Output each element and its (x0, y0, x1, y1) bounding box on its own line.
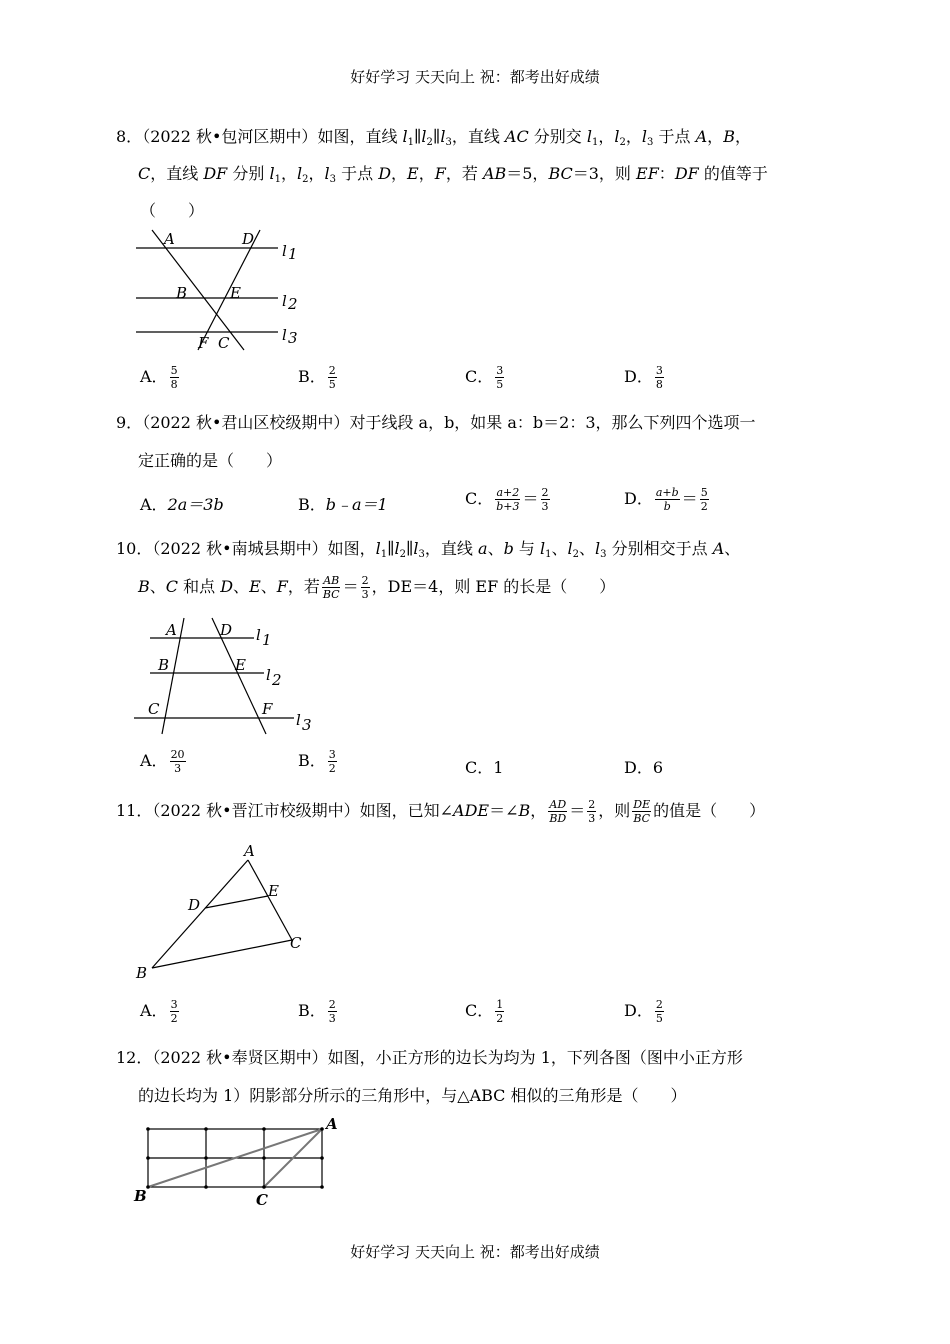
q8-label-b: B (176, 284, 188, 302)
q12-diagram (130, 1115, 350, 1210)
q10-stem-end: ，DE＝4，则 EF 的长是（ ） (371, 577, 616, 596)
q8-label-l2-sub: 2 (288, 295, 298, 313)
q12-stem-1: 如图，小正方形的边长为均为 1，下列各图（图中小正方形 (327, 1048, 743, 1067)
q9-number: 9． (116, 413, 143, 432)
q11-option-b[interactable]: B． $\frac{2}{3}$ (298, 998, 336, 1025)
q9-option-a[interactable]: A．2a＝3b (140, 495, 224, 514)
q10-label-l2-sub: 2 (272, 671, 282, 689)
q11-source: （2022 秋•晋江市校级期中） (152, 801, 360, 820)
q8-option-a[interactable]: A． $\frac{5}{8}$ (140, 364, 178, 391)
q10-diagram (130, 614, 330, 739)
q8-label-l3-sub: 3 (288, 329, 298, 347)
q10-label-c: C (148, 700, 160, 718)
q9-option-c[interactable]: C． $\frac{a+2}{b+3}$ ＝ $\frac{2}{3}$ (465, 486, 549, 513)
q8-line-1: 8．（2022 秋•包河区期中）如图，直线 $l_1\parallel l_2\parallel l_3$，直线 AC 分别交 $l_1$，$l_2$，$l_3$ 于点 A，B， (116, 127, 751, 148)
q10-label-l1: l (256, 626, 261, 644)
q8-label-e: E (230, 284, 241, 302)
q10-line-1: 10．（2022 秋•南城县期中）如图，$l_1\parallel l_2\parallel l_3$，直线 a、b 与 $l_1$、$l_2$、$l_3$ 分别相交于点 A、 (116, 539, 741, 560)
q10-label-d: D (220, 621, 233, 639)
q8-line-2: C，直线 DF 分别 $l_1$，$l_2$，$l_3$ 于点 D，E，F，若 AB＝5，BC＝3，则 EF：DF 的值等于 (138, 164, 768, 185)
q8-label-l1-sub: 1 (288, 245, 298, 263)
q8-label-c: C (218, 334, 230, 352)
q11-diagram (130, 838, 320, 982)
q10-label-l1-sub: 1 (262, 631, 272, 649)
q11-option-d[interactable]: D． $\frac{2}{5}$ (624, 998, 663, 1025)
q12-stem-2: 的边长均为 1）阴影部分所示的三角形中，与△ABC 相似的三角形是（ ） (138, 1086, 687, 1105)
q10-label-e: E (235, 656, 246, 674)
q8-label-l1: l (282, 242, 287, 260)
q9-option-b[interactable]: B．b﹣a＝1 (298, 495, 388, 514)
q12-number: 12． (116, 1048, 153, 1067)
q10-label-l2: l (266, 666, 271, 684)
q8-option-d[interactable]: D． $\frac{3}{8}$ (624, 364, 663, 391)
q12-line-1 (116, 1045, 743, 1068)
q11-label-c: C (290, 934, 302, 952)
q10-source: （2022 秋•南城县期中） (152, 539, 328, 558)
q9-stem-2: 定正确的是（ ） (138, 451, 283, 470)
q11-label-d: D (188, 896, 201, 914)
q12-label-b: B (134, 1187, 147, 1205)
q8-label-f: F (198, 334, 209, 352)
q12-source: （2022 秋•奉贤区期中） (152, 1048, 328, 1067)
q11-label-e: E (268, 882, 279, 900)
q11-number: 11． (116, 801, 153, 820)
q9-stem-1: 对于线段 a，b，如果 a：b＝2：3，那么下列四个选项一 (349, 413, 756, 432)
q8-option-b[interactable]: B． $\frac{2}{5}$ (298, 364, 336, 391)
q10-label-f: F (262, 700, 273, 718)
q10-option-d[interactable]: D．6 (624, 758, 664, 777)
q8-label-a: A (164, 230, 175, 248)
q10-label-l3: l (296, 711, 301, 729)
q12-label-c: C (256, 1191, 268, 1209)
q8-answer-blank: （ ） (140, 201, 205, 220)
q10-option-a[interactable]: A． $\frac{20}{3}$ (140, 748, 185, 775)
page-header: 好好学习 天天向上 祝：都考出好成绩 (350, 68, 600, 86)
q12-label-a: A (326, 1115, 338, 1133)
q10-label-a: A (166, 621, 177, 639)
q10-line-2: B、C 和点 D、E、F，若 $\frac{AB}{BC}$ ＝ $\frac{2}{3}$ ，DE＝4，则 EF 的长是（ ） (138, 574, 616, 601)
q10-label-l3-sub: 3 (302, 716, 312, 734)
page-footer: 好好学习 天天向上 祝：都考出好成绩 (350, 1243, 600, 1261)
q11-option-c[interactable]: C． $\frac{1}{2}$ (465, 998, 504, 1025)
q8-number: 8． (116, 127, 143, 146)
q10-option-c[interactable]: C．1 (465, 758, 504, 777)
q8-label-l3: l (282, 326, 287, 344)
q9-line-1 (116, 410, 756, 433)
q11-option-a[interactable]: A． $\frac{3}{2}$ (140, 998, 178, 1025)
q9-option-d[interactable]: D． $\frac{a+b}{b}$ ＝ $\frac{5}{2}$ (624, 486, 708, 513)
q10-number: 10． (116, 539, 153, 558)
q10-label-b: B (158, 656, 170, 674)
q11-label-a: A (244, 842, 255, 860)
q8-option-c[interactable]: C． $\frac{3}{5}$ (465, 364, 504, 391)
q8-diagram (130, 228, 310, 353)
q11-label-b: B (136, 964, 148, 982)
q11-line-1: 11．（2022 秋•晋江市校级期中）如图，已知∠ADE＝∠B， $\frac{AD}{BD}$ ＝ $\frac{2}{3}$ ，则 $\frac{DE}{BC}$ 的值是（ ） (116, 798, 766, 825)
q9-source: （2022 秋•君山区校级期中） (142, 413, 350, 432)
q8-source: （2022 秋•包河区期中） (142, 127, 318, 146)
q8-label-d: D (242, 230, 255, 248)
q10-option-b[interactable]: B． $\frac{3}{2}$ (298, 748, 336, 775)
q8-label-l2: l (282, 292, 287, 310)
